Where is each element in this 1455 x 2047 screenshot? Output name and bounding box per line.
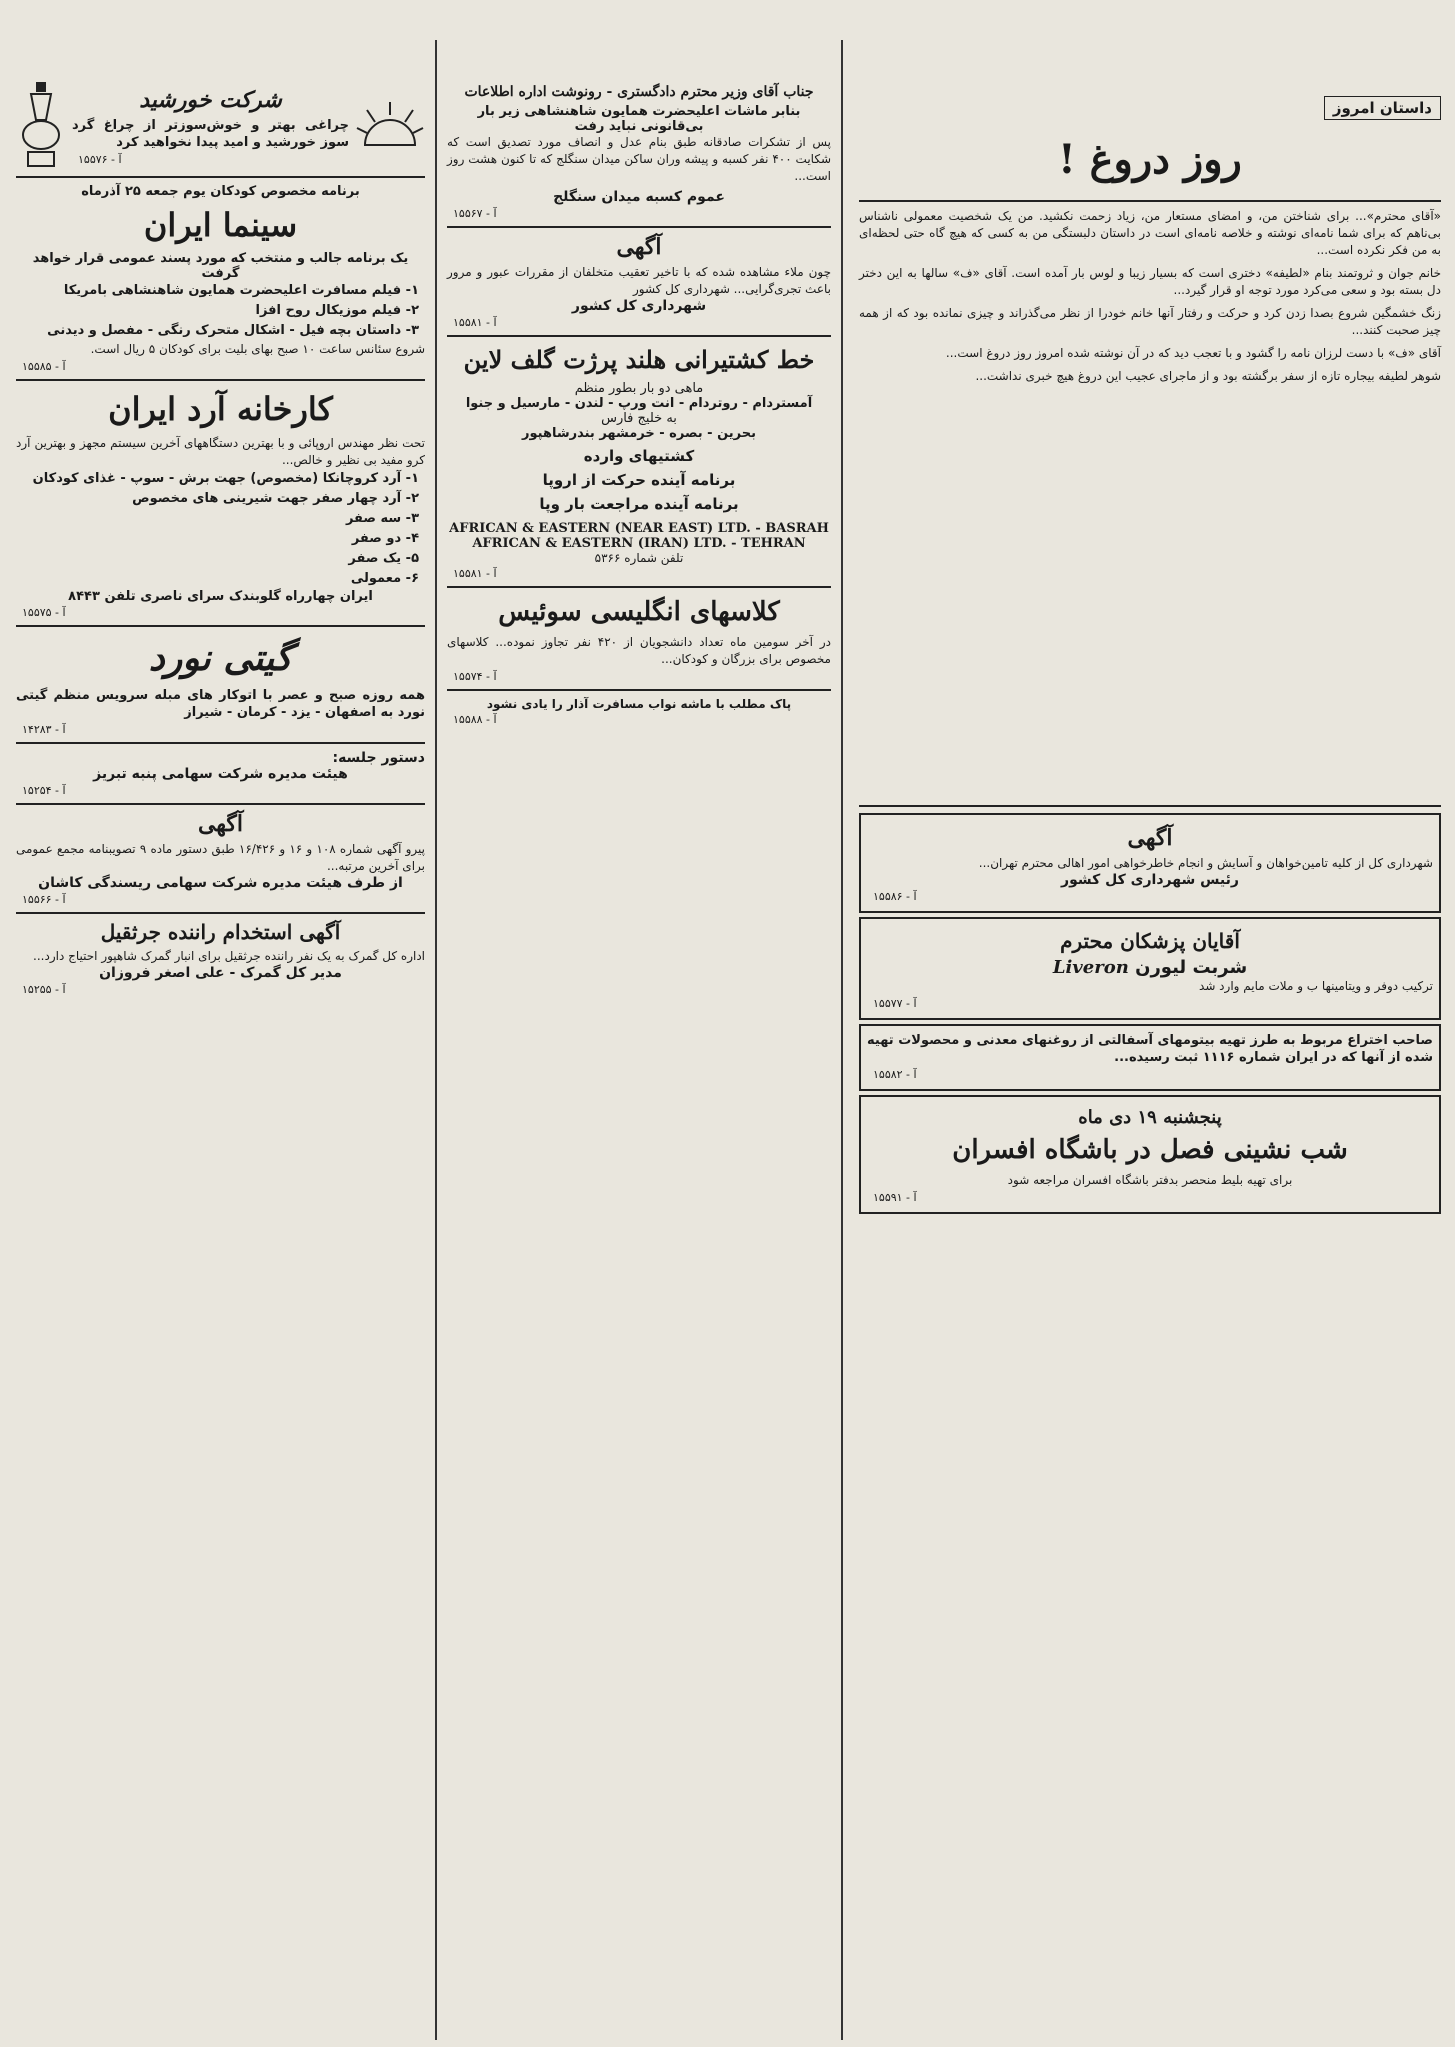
flour-ref: آ - ۱۵۵۷۵ — [22, 606, 66, 619]
column-rule-2 — [435, 40, 437, 2040]
shipping-to: به خلیج فارس — [601, 411, 677, 426]
flour-address: ایران چهارراه گلوبندک سرای ناصری تلفن ۸۴۴۳ — [68, 589, 373, 604]
officers-club-ad — [859, 1095, 1441, 1214]
club-body: برای تهیه بلیط منحصر بدفتر باشگاه افسران مراجعه شود — [1007, 1173, 1293, 1187]
cinema-title: سینما ایران — [143, 206, 298, 244]
tabriz-ref: آ - ۱۵۲۵۴ — [22, 784, 66, 797]
flour-body: تحت نظر مهندس اروپائی و با بهترین دستگاههای آخرین سیستم مجهز و بهترین آرد کرو مفید بی نظیر و خالص... — [16, 436, 425, 467]
shipping-sub: ماهی دو بار بطور منظم — [574, 381, 704, 396]
cinema-list — [16, 281, 425, 341]
notice2-body: پیرو آگهی شماره ۱۰۸ و ۱۶ و ۱۶/۴۲۶ طبق دستور ماده ۹ تصویبنامه مجمع عمومی برای آخرین مرتبه... — [16, 842, 425, 873]
story-paragraph-5: شوهر لطیفه بیجاره تازه از سفر برگشته بود و از ماجرای عجیب این دروغ هیچ خبری نداشت... — [975, 369, 1441, 383]
minister-letter-sign: عموم کسبه میدان سنگلج — [553, 189, 725, 205]
travel-ref: آ - ۱۵۵۸۸ — [453, 713, 497, 726]
minister-letter-title: جناب آقای وزیر محترم دادگستری - رونوشت اداره اطلاعات — [464, 84, 814, 100]
giti-title: گیتی نورد — [148, 637, 293, 679]
flour-list — [16, 469, 425, 589]
story-column — [845, 0, 1455, 2047]
notice1-body: چون ملاء مشاهده شده که با تاخیر تعقیب متخلفان از مقررات عبور و مرور باعث تجری‌گرایی... شهرداری کل کشور — [447, 265, 831, 296]
mid-rule-3 — [447, 586, 831, 588]
story-section-label: داستان امروز — [1324, 96, 1441, 120]
story-title-rule — [859, 200, 1441, 202]
shipping-company2: AFRICAN & EASTERN (IRAN) LTD. - TEHRAN — [472, 536, 806, 551]
shipping-return-title: برنامه آینده مراجعت بار وپا — [539, 495, 739, 513]
left-rule-6 — [16, 912, 425, 914]
notice3-ref: آ - ۱۵۵۸۶ — [873, 890, 917, 903]
oil-patent-ad — [859, 1024, 1441, 1091]
left-rule-1 — [16, 176, 425, 178]
tabriz-sign: هیئت مدیره شرکت سهامی پنبه تبریز — [93, 766, 348, 782]
cinema-sub: یک برنامه جالب و منتخب که مورد پسند عمومی قرار خواهد گرفت — [32, 251, 409, 281]
middle-column — [439, 0, 839, 2047]
doctors-ad — [859, 917, 1441, 1020]
notice2-sign: از طرف هیئت مدیره شرکت سهامی ریسندگی کاشان — [38, 875, 403, 891]
notice2-ref: آ - ۱۵۵۶۶ — [22, 893, 66, 906]
english-body: در آخر سومین ماه تعداد دانشجویان از ۴۲۰ نفر تجاوز نموده... کلاسهای مخصوص برای بزرگان و کودکان... — [447, 635, 831, 666]
sun-company-ref: آ - ۱۵۵۷۶ — [78, 152, 122, 166]
tabriz-title: دستور جلسه: — [332, 750, 425, 766]
notice1-title: آگهی — [616, 234, 662, 260]
minister-letter-ref: آ - ۱۵۵۶۷ — [453, 207, 497, 220]
shipping-title: خط کشتیرانی هلند پرژت گلف لاین — [463, 345, 815, 374]
shipping-route: آمستردام - روتردام - انت ورپ - لندن - مارسیل و جنوا — [465, 396, 813, 411]
minister-letter-body: پس از تشکرات صادقانه طبق بنام عدل و انصاف مورد تصدیق است که شکایت ۴۰۰ نفر کسبه و پیشه وران ساکن میدان سنگلج که تا کنون هشت روز است... — [447, 135, 831, 183]
story-paragraph-1: «آقای محترم»... برای شناختن من، و امضای مستعار من، زیاد زحمت نکشید. من یک شخصیت معمولی ناشناس بی‌ناهم که برای شما نامه‌ای نوشته و خلاصه نامه‌ای است در داستان دلبستگی من به کسی که هیچ گاه حتی لحظه‌ای به من فکر نکرده است... — [859, 209, 1441, 257]
left-rule-3 — [16, 625, 425, 627]
notice3-sign: رئیس شهرداری کل کشور — [1061, 872, 1239, 888]
driver-ref: آ - ۱۵۲۵۵ — [22, 983, 66, 996]
giti-ref: آ - ۱۴۲۸۳ — [22, 723, 66, 736]
doctors-title: آقایان پزشکان محترم — [1060, 929, 1240, 953]
mid-rule-1 — [447, 226, 831, 228]
travel-line: پاک مطلب با ماشه نواب مسافرت آذار را یادی نشود — [486, 697, 792, 711]
story-bottom-rule — [859, 805, 1441, 807]
story-title: روز دروغ ! — [1058, 136, 1242, 183]
left-rule-4 — [16, 742, 425, 744]
flour-item: ۲- آرد چهار صفر جهت شیرینی های مخصوص — [132, 491, 419, 506]
sun-company-title: شرکت خورشید — [139, 86, 282, 113]
mid-rule-2 — [447, 335, 831, 337]
shipping-company1: AFRICAN & EASTERN (NEAR EAST) LTD. - BASRAH — [449, 521, 829, 536]
cinema-item: ۱- فیلم مسافرت اعلیحضرت همایون شاهنشاهی بامریکا — [63, 283, 419, 298]
cinema-note: شروع سئانس ساعت ۱۰ صبح بهای بلیت برای کودکان ۵ ریال است. — [90, 342, 425, 356]
sun-company-body: چراغی بهتر و خوش‌سوزتر از چراغ گرد سوز خورشید و امید پیدا نخواهید کرد — [72, 117, 349, 150]
flour-title: کارخانه آرد ایران — [108, 390, 333, 428]
cinema-item: ۲- فیلم موزیکال روح افزا — [255, 303, 419, 318]
shipping-ships-title: کشتیهای وارده — [583, 447, 695, 465]
shipping-ref: آ - ۱۵۵۸۱ — [453, 567, 497, 580]
flour-item: ۵- یک صفر — [348, 551, 419, 566]
notice3-body: شهرداری کل از کلیه تامین‌خواهان و آسایش و انجام خاطرخواهی امور اهالی محترم تهران... — [978, 856, 1433, 870]
driver-title: آگهی استخدام راننده جرثقیل — [100, 920, 341, 944]
sun-company-ad — [16, 80, 425, 170]
giti-body: همه روزه صبح و عصر با اتوکار های مبله سرویس منظم گیتی نورد به اصفهان - یزد - کرمان - شیراز — [16, 688, 425, 720]
shipping-next-title: برنامه آینده حرکت از اروپا — [542, 471, 736, 489]
doctors-body: ترکیب دوفر و ویتامینها ب و ملات مایم وارد شد — [1199, 979, 1433, 993]
doctors-product-fa: شربت لیورن — [1135, 957, 1248, 978]
english-ref: آ - ۱۵۵۷۴ — [453, 670, 497, 683]
sun-company-text — [72, 83, 349, 168]
municipality-notice — [859, 813, 1441, 913]
story-paragraph-3: زنگ خشمگین شروع بصدا زدن کرد و حرکت و رفتار آنها خانم خودرا از نظر می‌گذراند و چیزی نمانده بود که از همه چیز صحبت کنند... — [859, 306, 1441, 337]
club-ref: آ - ۱۵۵۹۱ — [873, 1191, 917, 1204]
club-title: شب نشینی فصل در باشگاه افسران — [952, 1135, 1348, 1165]
story-paragraph-2: خانم جوان و ثروتمند بنام «لطیفه» دختری است که بسیار زیبا و لوس بار آمده است. آقای «ف» سالها به این دختر دل بسته بود و سعی می‌کرد مورد توجه او قرار گیرد... — [859, 266, 1441, 297]
english-title: کلاسهای انگلیسی سوئیس — [498, 597, 780, 627]
left-rule-5 — [16, 803, 425, 805]
story-paragraph-4: آقای «ف» با دست لرزان نامه را گشود و با تعجب دید که در آن نوشته شده امروز روز دروغ است... — [945, 346, 1441, 360]
flour-item: ۳- سه صفر — [345, 511, 419, 526]
mid-rule-4 — [447, 689, 831, 691]
doctors-product-latin: Liveron — [1052, 957, 1129, 978]
left-rule-2 — [16, 379, 425, 381]
column-rule-1 — [841, 40, 843, 2040]
doctors-ref: آ - ۱۵۵۷۷ — [873, 997, 917, 1010]
cinema-item: ۳- داستان بچه فیل - اشکال متحرک رنگی - مفصل و دیدنی — [47, 323, 419, 338]
doctors-product — [867, 957, 1433, 978]
flour-item: ۶- معمولی — [350, 571, 419, 586]
club-day: پنجشنبه ۱۹ دی ماه — [1078, 1107, 1222, 1128]
shipping-ports: بحرین - بصره - خرمشهر بندرشاهپور — [522, 426, 756, 441]
notice1-sign: شهرداری کل کشور — [571, 298, 707, 314]
oil-ref: آ - ۱۵۵۸۲ — [873, 1068, 917, 1081]
oil-body: صاحب اختراع مربوط به طرز تهیه بیتومهای آسفالتی از روغنهای معدنی و محصولات تهیه شده از آنها که در ایران شماره ۱۱۱۶ ثبت رسیده... — [867, 1033, 1433, 1065]
flour-item: ۴- دو صفر — [351, 531, 419, 546]
sun-logo-icon — [355, 100, 425, 150]
notice3-title: آگهی — [1127, 825, 1173, 851]
lamp-icon — [16, 80, 66, 170]
minister-letter-sub: بنابر ماشات اعلیحضرت همایون شاهنشاهی زیر بار بی‌قانونی نباید رفت — [477, 104, 801, 134]
notice1-ref: آ - ۱۵۵۸۱ — [453, 316, 497, 329]
cinema-top: برنامه مخصوص کودکان یوم جمعه ۲۵ آذرماه — [81, 184, 360, 199]
cinema-ref: آ - ۱۵۵۸۵ — [22, 360, 66, 373]
driver-sign: مدیر کل گمرک - علی اصغر فروزان — [99, 965, 342, 981]
left-column — [8, 0, 433, 2047]
notice2-title: آگهی — [197, 811, 244, 837]
flour-item: ۱- آرد کروچانکا (مخصوص) جهت برش - سوپ - غذای کودکان — [32, 471, 419, 486]
shipping-phone: تلفن شماره ۵۳۶۶ — [594, 551, 684, 565]
driver-body: اداره کل گمرک به یک نفر راننده جرثقیل برای انبار گمرک شاهپور احتیاج دارد... — [33, 949, 425, 963]
